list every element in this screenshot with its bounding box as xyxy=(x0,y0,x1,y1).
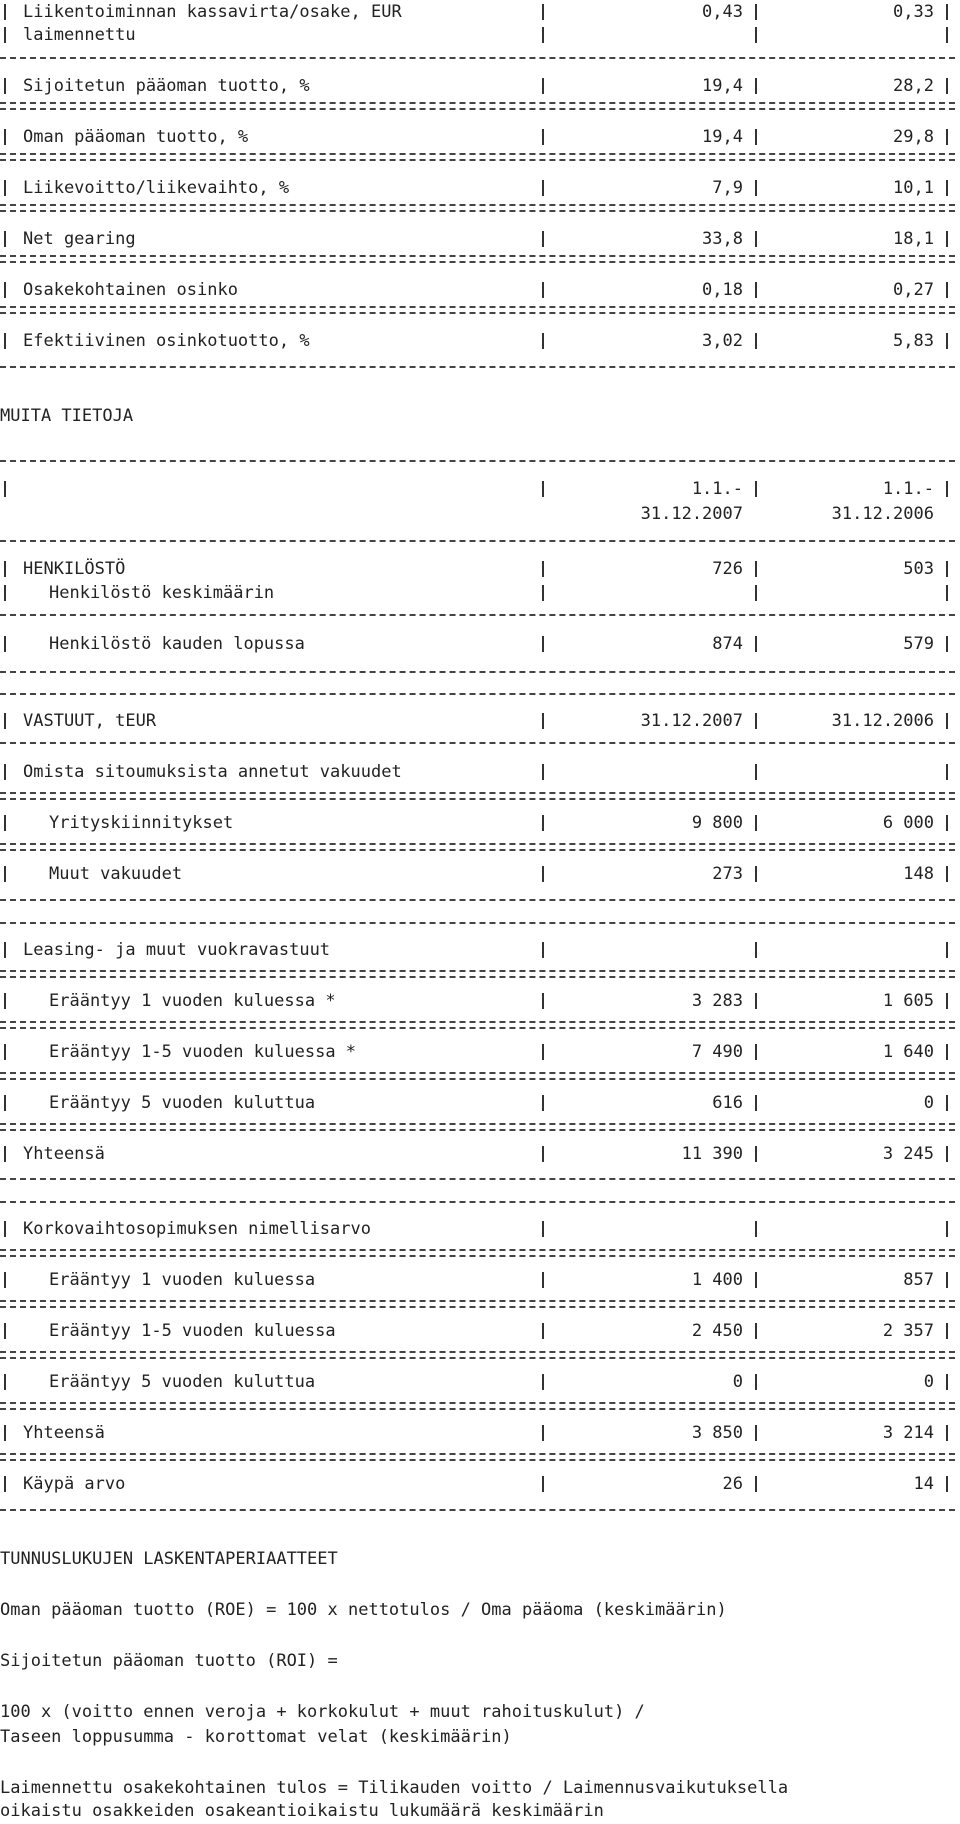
table-rule xyxy=(0,1459,955,1461)
section-heading: TUNNUSLUKUJEN LASKENTAPERIAATTEET xyxy=(0,1549,338,1569)
value-2006: 29,8 xyxy=(893,127,934,147)
table-rule xyxy=(0,976,955,978)
table-rule xyxy=(0,899,955,901)
table-border xyxy=(542,481,544,497)
row-label: Oman pääoman tuotto, % xyxy=(23,127,249,147)
table-rule xyxy=(0,57,955,59)
table-rule xyxy=(0,540,955,542)
table-border xyxy=(946,636,948,652)
row-label-continued: laimennettu xyxy=(23,25,136,45)
table-border xyxy=(755,993,757,1009)
table-border xyxy=(4,1095,6,1111)
table-rule xyxy=(0,1453,955,1455)
table-rule xyxy=(0,366,955,368)
table-border xyxy=(755,481,757,497)
period-header-2006: 1.1.- xyxy=(882,479,934,499)
table-border xyxy=(755,1425,757,1441)
total-2007: 11 390 xyxy=(681,1144,743,1164)
table-border xyxy=(542,27,544,43)
table-border xyxy=(755,815,757,831)
table-border xyxy=(755,942,757,958)
table-border xyxy=(755,180,757,196)
total-label: Yhteensä xyxy=(23,1144,105,1164)
value-2007: 3 283 xyxy=(691,991,743,1011)
table-border xyxy=(946,180,948,196)
row-label: Henkilöstö keskimäärin xyxy=(49,583,275,603)
table-border xyxy=(946,1095,948,1111)
table-border xyxy=(946,585,948,601)
table-border xyxy=(542,561,544,577)
table-border xyxy=(946,282,948,298)
formula-roe: Oman pääoman tuotto (ROE) = 100 x nettotulos / Oma pääoma (keskimäärin) xyxy=(0,1600,727,1620)
row-label: Henkilöstö kauden lopussa xyxy=(49,634,305,654)
value-2007: 3,02 xyxy=(702,331,743,351)
value-2006: 1 605 xyxy=(882,991,934,1011)
table-border xyxy=(542,815,544,831)
total-2007: 3 850 xyxy=(691,1423,743,1443)
value-2007: 616 xyxy=(712,1093,743,1113)
section-label: HENKILÖSTÖ xyxy=(23,559,126,579)
table-border xyxy=(4,1374,6,1390)
table-border xyxy=(755,129,757,145)
value-2006: 6 000 xyxy=(882,813,934,833)
row-label: Efektiivinen osinkotuotto, % xyxy=(23,331,310,351)
table-border xyxy=(4,27,6,43)
table-rule xyxy=(0,1300,955,1302)
table-border xyxy=(755,1044,757,1060)
table-rule xyxy=(0,614,955,616)
row-label: Yrityskiinnitykset xyxy=(49,813,234,833)
table-border xyxy=(4,282,6,298)
table-border xyxy=(4,333,6,349)
table-border xyxy=(755,78,757,94)
table-rule xyxy=(0,210,955,212)
table-rule xyxy=(0,1357,955,1359)
table-border xyxy=(4,1476,6,1492)
formula-roi-line1: 100 x (voitto ennen veroja + korkokulut + muut rahoituskulut) / xyxy=(0,1702,645,1722)
value-2007: 7,9 xyxy=(712,178,743,198)
table-border xyxy=(755,1374,757,1390)
value-2006: 2 357 xyxy=(882,1321,934,1341)
table-border xyxy=(542,333,544,349)
row-label: Sijoitetun pääoman tuotto, % xyxy=(23,76,310,96)
table-border xyxy=(542,180,544,196)
table-rule xyxy=(0,1249,955,1251)
table-rule xyxy=(0,1402,955,1404)
table-border xyxy=(542,129,544,145)
table-border xyxy=(542,1221,544,1237)
table-border xyxy=(755,1272,757,1288)
value-2006: 0,27 xyxy=(893,280,934,300)
table-border xyxy=(946,129,948,145)
period-header-2007: 1.1.- xyxy=(691,479,743,499)
fair-value-2007: 26 xyxy=(722,1474,743,1494)
row-label: Erääntyy 1 vuoden kuluessa xyxy=(49,1270,316,1290)
table-rule xyxy=(0,261,955,263)
table-rule xyxy=(0,792,955,794)
table-border xyxy=(542,1374,544,1390)
table-rule xyxy=(0,843,955,845)
value-2007: 19,4 xyxy=(702,127,743,147)
table-rule xyxy=(0,102,955,104)
table-border xyxy=(755,27,757,43)
table-border xyxy=(4,815,6,831)
table-border xyxy=(4,129,6,145)
table-rule xyxy=(0,204,955,206)
table-rule xyxy=(0,1201,955,1203)
table-border xyxy=(4,585,6,601)
value-2007: 19,4 xyxy=(702,76,743,96)
table-border xyxy=(946,764,948,780)
section-label: VASTUUT, tEUR xyxy=(23,711,157,731)
table-border xyxy=(946,4,948,20)
table-rule xyxy=(0,1021,955,1023)
table-border xyxy=(4,78,6,94)
table-rule xyxy=(0,460,955,462)
table-border xyxy=(542,942,544,958)
table-border xyxy=(542,1476,544,1492)
period-header-2006-end: 31.12.2006 xyxy=(831,504,934,524)
value-2006: 28,2 xyxy=(893,76,934,96)
table-border xyxy=(946,866,948,882)
table-border xyxy=(4,764,6,780)
table-border xyxy=(542,764,544,780)
table-rule xyxy=(0,742,955,744)
table-border xyxy=(4,231,6,247)
table-border xyxy=(755,561,757,577)
value-2007: 0,18 xyxy=(702,280,743,300)
fair-value-2006: 14 xyxy=(913,1474,934,1494)
value-2007: 0,43 xyxy=(702,2,743,22)
row-label: Liikevoitto/liikevaihto, % xyxy=(23,178,290,198)
table-border xyxy=(755,1146,757,1162)
row-label: Erääntyy 1-5 vuoden kuluessa xyxy=(49,1321,336,1341)
value-2006: 5,83 xyxy=(893,331,934,351)
value-2007: 1 400 xyxy=(691,1270,743,1290)
table-rule xyxy=(0,1408,955,1410)
table-border xyxy=(542,1044,544,1060)
period-header-2007-end: 31.12.2007 xyxy=(640,504,743,524)
table-border xyxy=(542,282,544,298)
table-border xyxy=(946,231,948,247)
table-border xyxy=(755,713,757,729)
table-border xyxy=(542,866,544,882)
table-rule xyxy=(0,306,955,308)
table-border xyxy=(542,713,544,729)
row-label: Liikentoiminnan kassavirta/osake, EUR xyxy=(23,2,402,22)
table-rule xyxy=(0,1123,955,1125)
value-2007: 2 450 xyxy=(691,1321,743,1341)
table-border xyxy=(4,1044,6,1060)
value-2007: 874 xyxy=(712,634,743,654)
table-border xyxy=(755,764,757,780)
value-2007: 7 490 xyxy=(691,1042,743,1062)
table-rule xyxy=(0,153,955,155)
table-border xyxy=(542,1425,544,1441)
total-label: Yhteensä xyxy=(23,1423,105,1443)
value-2007: 9 800 xyxy=(691,813,743,833)
table-border xyxy=(946,1323,948,1339)
table-border xyxy=(946,561,948,577)
formula-roi-line2: Taseen loppusumma - korottomat velat (keskimäärin) xyxy=(0,1727,512,1747)
date-header-2006: 31.12.2006 xyxy=(831,711,934,731)
table-border xyxy=(755,282,757,298)
value-2006: 579 xyxy=(903,634,934,654)
table-rule xyxy=(0,1072,955,1074)
value-2006: 0 xyxy=(923,1372,934,1392)
table-border xyxy=(542,231,544,247)
row-label: Erääntyy 1-5 vuoden kuluessa * xyxy=(49,1042,357,1062)
table-border xyxy=(4,713,6,729)
table-rule xyxy=(0,1306,955,1308)
table-rule xyxy=(0,849,955,851)
table-border xyxy=(755,866,757,882)
table-border xyxy=(946,333,948,349)
row-label: Erääntyy 5 vuoden kuluttua xyxy=(49,1093,316,1113)
value-2006: 18,1 xyxy=(893,229,934,249)
table-rule xyxy=(0,1027,955,1029)
value-2006: 0,33 xyxy=(893,2,934,22)
table-border xyxy=(946,1374,948,1390)
table-border xyxy=(946,1272,948,1288)
formula-roi-title: Sijoitetun pääoman tuotto (ROI) = xyxy=(0,1651,338,1671)
table-border xyxy=(4,942,6,958)
table-rule xyxy=(0,798,955,800)
table-border xyxy=(946,1044,948,1060)
value-2007: 33,8 xyxy=(702,229,743,249)
table-border xyxy=(755,333,757,349)
table-border xyxy=(755,231,757,247)
table-border xyxy=(4,1425,6,1441)
table-border xyxy=(542,585,544,601)
table-rule xyxy=(0,255,955,257)
table-rule xyxy=(0,1129,955,1131)
table-border xyxy=(542,1272,544,1288)
group-title: Korkovaihtosopimuksen nimellisarvo xyxy=(23,1219,371,1239)
formula-eps-line1: Laimennettu osakekohtainen tulos = Tilikauden voitto / Laimennusvaikutuksella xyxy=(0,1778,789,1798)
table-border xyxy=(946,1146,948,1162)
table-rule xyxy=(0,1178,955,1180)
table-rule xyxy=(0,671,955,673)
table-border xyxy=(755,636,757,652)
table-border xyxy=(4,1221,6,1237)
table-border xyxy=(4,1323,6,1339)
table-border xyxy=(755,585,757,601)
table-border xyxy=(4,180,6,196)
value-2006: 857 xyxy=(903,1270,934,1290)
table-border xyxy=(542,1146,544,1162)
table-rule xyxy=(0,970,955,972)
value-2006: 0 xyxy=(923,1093,934,1113)
table-border xyxy=(4,561,6,577)
table-border xyxy=(4,1272,6,1288)
table-border xyxy=(755,1323,757,1339)
value-2006: 10,1 xyxy=(893,178,934,198)
table-border xyxy=(946,815,948,831)
table-border xyxy=(542,78,544,94)
table-border xyxy=(542,636,544,652)
date-header-2007: 31.12.2007 xyxy=(640,711,743,731)
table-border xyxy=(4,4,6,20)
table-border xyxy=(946,27,948,43)
value-2006: 1 640 xyxy=(882,1042,934,1062)
value-2006: 503 xyxy=(903,559,934,579)
group-title: Omista sitoumuksista annetut vakuudet xyxy=(23,762,402,782)
formula-eps-line2: oikaistu osakkeiden osakeantioikaistu lukumäärä keskimäärin xyxy=(0,1801,604,1821)
row-label: Net gearing xyxy=(23,229,136,249)
table-border xyxy=(4,1146,6,1162)
table-rule xyxy=(0,693,955,695)
table-border xyxy=(542,1095,544,1111)
value-2007: 726 xyxy=(712,559,743,579)
table-rule xyxy=(0,1255,955,1257)
table-border xyxy=(755,4,757,20)
table-border xyxy=(946,78,948,94)
row-label: Osakekohtainen osinko xyxy=(23,280,238,300)
table-border xyxy=(946,1221,948,1237)
section-heading: MUITA TIETOJA xyxy=(0,406,134,426)
table-rule xyxy=(0,1351,955,1353)
table-border xyxy=(946,1476,948,1492)
table-border xyxy=(755,1095,757,1111)
total-2006: 3 245 xyxy=(882,1144,934,1164)
table-border xyxy=(755,1221,757,1237)
value-2007: 273 xyxy=(712,864,743,884)
table-border xyxy=(946,1425,948,1441)
table-border xyxy=(946,481,948,497)
table-border xyxy=(946,713,948,729)
table-rule xyxy=(0,1078,955,1080)
table-border xyxy=(4,636,6,652)
table-rule xyxy=(0,922,955,924)
table-border xyxy=(4,993,6,1009)
total-2006: 3 214 xyxy=(882,1423,934,1443)
row-label: Erääntyy 5 vuoden kuluttua xyxy=(49,1372,316,1392)
table-border xyxy=(946,993,948,1009)
table-border xyxy=(542,1323,544,1339)
table-border xyxy=(542,993,544,1009)
table-border xyxy=(542,4,544,20)
row-label: Erääntyy 1 vuoden kuluessa * xyxy=(49,991,336,1011)
row-label: Muut vakuudet xyxy=(49,864,183,884)
value-2006: 148 xyxy=(903,864,934,884)
table-border xyxy=(4,866,6,882)
table-border xyxy=(755,1476,757,1492)
fair-value-label: Käypä arvo xyxy=(23,1474,126,1494)
table-rule xyxy=(0,108,955,110)
table-border xyxy=(946,942,948,958)
table-rule xyxy=(0,1509,955,1511)
table-rule xyxy=(0,159,955,161)
value-2007: 0 xyxy=(732,1372,743,1392)
group-title: Leasing- ja muut vuokravastuut xyxy=(23,940,331,960)
table-rule xyxy=(0,312,955,314)
table-border xyxy=(4,481,6,497)
